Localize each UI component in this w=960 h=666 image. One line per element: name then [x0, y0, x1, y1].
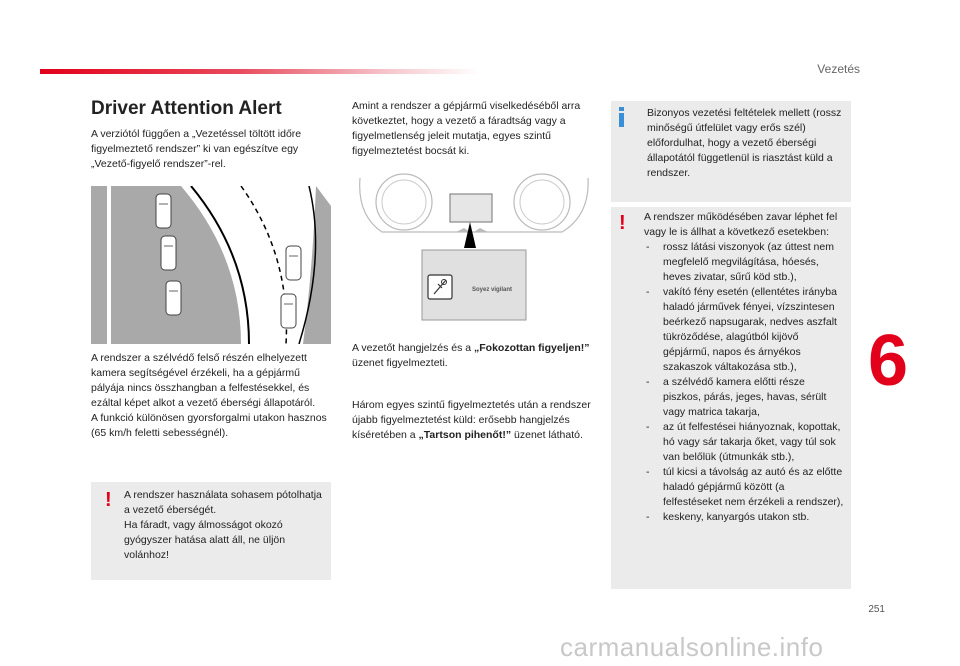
- limitations-intro: A rendszer működésében zavar léphet fel vagy le is állhat a következő esetekben:: [644, 211, 838, 238]
- warning-icon: !: [105, 489, 112, 511]
- chapter-number: 6: [868, 321, 909, 401]
- list-item: - túl kicsi a távolság az autó és az előtte haladó gépjármű között (a felfestéseket nem érzékeli a rendszer),: [646, 466, 844, 508]
- limitations-list: [644, 240, 844, 525]
- watermark: carmanualsonline.info: [560, 632, 824, 662]
- list-item: - keskeny, kanyargós utakon stb.: [646, 511, 810, 523]
- list-item: - a szélvédő kamera előtti része piszkos, párás, jeges, havas, sérült vagy matrica takarja,: [646, 376, 827, 418]
- alert-intro: Amint a rendszer a gépjármű viselkedéséből arra következtet, hogy a vezető a fáradtság vagy a figyelmetlenség jeleit mutatja, egyes szintű figyelmeztetést bocsát ki.: [352, 100, 581, 157]
- instrument-cluster-illustration: [352, 170, 596, 325]
- list-item: - rossz látási viszonyok (az úttest nem megfelelő megvilágítása, hóesés, heves zivatar, sűrű köd stb.),: [646, 241, 834, 283]
- camera-description: A rendszer a szélvédő felső részén elhelyezett kamera segítségével érzékeli, ha a gépjármű pályája nincs összhangban a felfestésekkel, és ezáltal képet alkot a vezető éberségi állapotáról. A funkció különösen gyorsforgalmi utakon hasznos (65 km/h feletti sebességnél).: [91, 352, 327, 439]
- level1-alert: A vezetőt hangjelzés és a „Fokozottan figyeljen!” üzenet figyelmezteti.: [352, 342, 590, 369]
- warning-icon: !: [619, 212, 626, 234]
- lane-drift-illustration: [91, 186, 331, 344]
- page-number: 251: [868, 604, 885, 615]
- warning-box-usage: [91, 482, 331, 580]
- list-item: - vakító fény esetén (ellentétes irányba haladó járművek fényei, vízszintesen beérkező napsugarak, nedves aszfalt tükröződése, alagútból kijövő gépjármű, napos és árnyékos szakaszok váltakozása stb.),: [646, 286, 837, 373]
- section-label: Vezetés: [817, 62, 860, 76]
- warning-text: A rendszer használata sohasem pótolhatja a vezető éberségét. Ha fáradt, vagy álmosságot okozó gyógyszer hatása alatt áll, ne üljön volánhoz!: [124, 489, 322, 561]
- screen-message: Soyez vigilant: [472, 287, 513, 293]
- header-accent-bar: [40, 69, 480, 74]
- info-text: Bizonyos vezetési feltételek mellett (rossz minőségű útfelület vagy erős szél) előfordulhat, hogy a vezető éberségi állapotától függetlenül is riasztást küld a rendszer.: [647, 107, 842, 179]
- list-item: - az út felfestései hiányoznak, kopottak, hó vagy sár takarja őket, vagy túl sok van belőlük (útmunkák stb.),: [646, 421, 841, 463]
- intro-paragraph: A verziótól függően a „Vezetéssel töltött időre figyelmeztető rendszer” ki van egészítve egy „Vezető-figyelő rendszer”-rel.: [91, 128, 302, 170]
- info-box: [611, 101, 851, 202]
- info-icon: [619, 107, 624, 127]
- limitations-text: [644, 210, 844, 525]
- page-title: Driver Attention Alert: [91, 98, 282, 119]
- level2-alert: Három egyes szintű figyelmeztetés után a rendszer újabb figyelmeztetést küld: erősebb hangjelzés kíséretében a „Tartson pihenőt!” üzenet látható.: [352, 399, 591, 441]
- warning-box-limitations: [611, 207, 851, 589]
